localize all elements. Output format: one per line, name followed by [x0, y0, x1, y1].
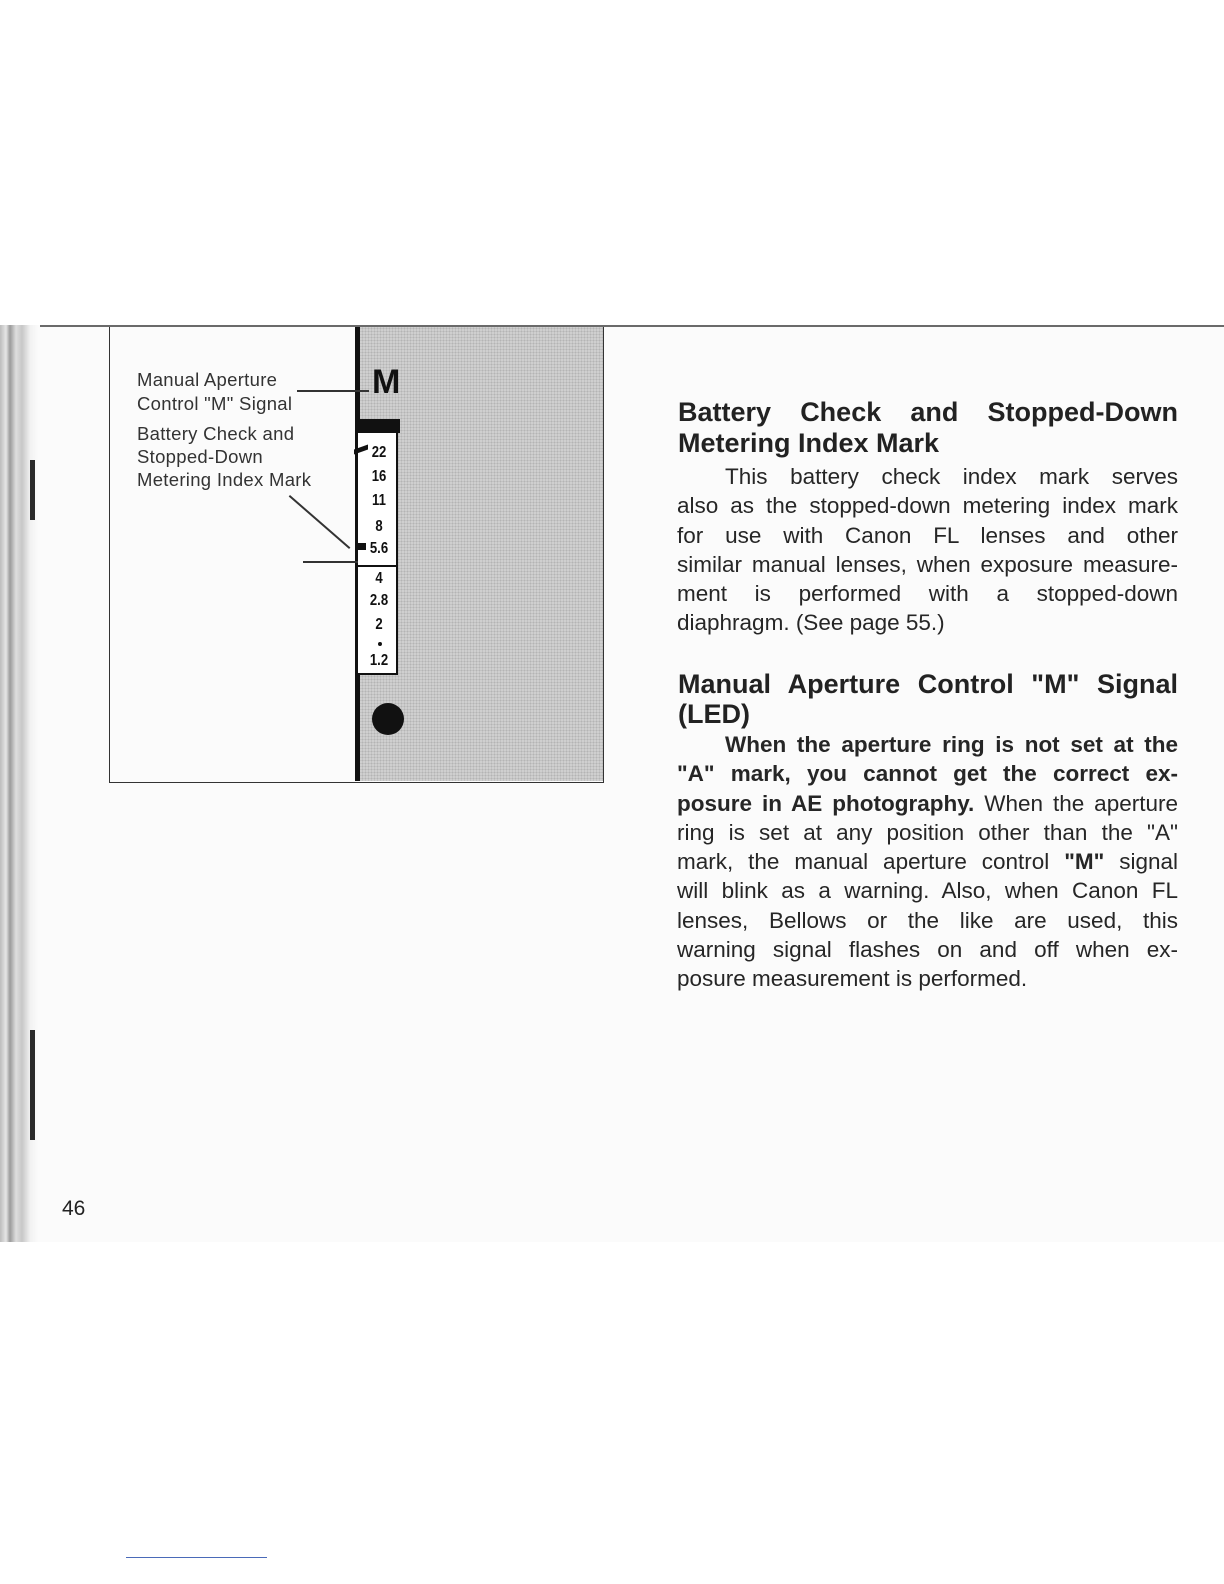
binding-shadow	[30, 1030, 35, 1140]
text-line: will blink as a warning. Also, when Canon FL	[677, 878, 1178, 904]
text-line: This battery check index mark serves	[725, 464, 1178, 489]
aperture-value: 22	[371, 444, 387, 461]
heading-word: "M"	[1031, 669, 1080, 699]
text-line: warning signal flashes on and off when ex-	[677, 937, 1178, 963]
text-line	[677, 847, 1178, 876]
text-line: When the aperture ring is not set at the	[725, 732, 1178, 757]
label-battery-check: Battery Check and	[137, 423, 295, 444]
aperture-value: 4	[375, 570, 383, 587]
text-fragment: signal	[1104, 849, 1178, 875]
text-fragment: When the aperture	[974, 790, 1178, 816]
aperture-value: 1.2	[369, 652, 389, 669]
m-signal-letter: M	[372, 363, 401, 401]
section2-heading-line2: (LED)	[678, 699, 750, 729]
bold-fragment: posure in AE photography.	[677, 790, 975, 816]
text-line: lenses, Bellows or the like are used, this	[677, 907, 1178, 933]
text-line: similar manual lenses, when exposure measure-	[677, 551, 1178, 577]
aperture-value: 11	[372, 492, 386, 509]
label-control-m-signal: Control "M" Signal	[137, 393, 293, 414]
text-line: for use with Canon FL lenses and other	[677, 522, 1178, 548]
heading-word: Signal	[1096, 669, 1178, 699]
heading-word: Control	[917, 669, 1014, 699]
page-number: 46	[62, 1197, 86, 1220]
section1-heading-line2: Metering Index Mark	[678, 428, 940, 458]
aperture-value: 2	[375, 616, 383, 633]
aperture-scale-top	[358, 419, 400, 433]
text-line: ring is set at any position other than the "A"	[677, 819, 1178, 845]
section1-paragraph	[677, 462, 1178, 638]
bold-fragment: "M"	[1064, 849, 1105, 875]
section2-paragraph	[677, 730, 1178, 994]
text-line: also as the stopped-down metering index mark	[677, 493, 1178, 519]
section1-heading	[678, 397, 1178, 427]
heading-word: Aperture	[787, 669, 901, 699]
aperture-value: 5.6	[369, 540, 389, 557]
label-stopped-down: Stopped-Down	[137, 446, 263, 467]
heading-word: Check	[800, 397, 882, 427]
text-line: "A" mark, you cannot get the correct ex-	[677, 761, 1178, 787]
viewfinder-figure	[109, 327, 604, 783]
aperture-value: 8	[375, 518, 383, 535]
text-line	[677, 789, 1178, 818]
heading-word: Battery	[678, 397, 772, 427]
heading-word: Stopped-Down	[987, 397, 1178, 427]
text-line: ment is performed with a stopped-down	[677, 581, 1178, 607]
flash-ready-dot	[372, 703, 404, 735]
index-tick	[358, 543, 366, 550]
footer-rule	[126, 1557, 267, 1558]
text-line: posure measurement is performed.	[677, 966, 1028, 992]
leader-line-index	[289, 495, 350, 549]
heading-word: and	[910, 397, 959, 427]
index-pointer-line	[303, 561, 361, 563]
scale-divider	[358, 565, 398, 567]
leader-line-m	[297, 390, 369, 392]
label-manual-aperture: Manual Aperture	[137, 369, 278, 390]
section2-heading	[678, 669, 1178, 699]
binding-shadow	[30, 460, 35, 520]
label-metering-index-mark: Metering Index Mark	[137, 469, 312, 490]
aperture-value: 16	[371, 468, 387, 485]
scale-dot	[378, 642, 382, 646]
heading-word: Manual	[678, 669, 772, 699]
text-line: diaphragm. (See page 55.)	[677, 610, 945, 636]
aperture-value: 2.8	[369, 592, 389, 609]
text-fragment: mark, the manual aperture control	[677, 849, 1065, 875]
